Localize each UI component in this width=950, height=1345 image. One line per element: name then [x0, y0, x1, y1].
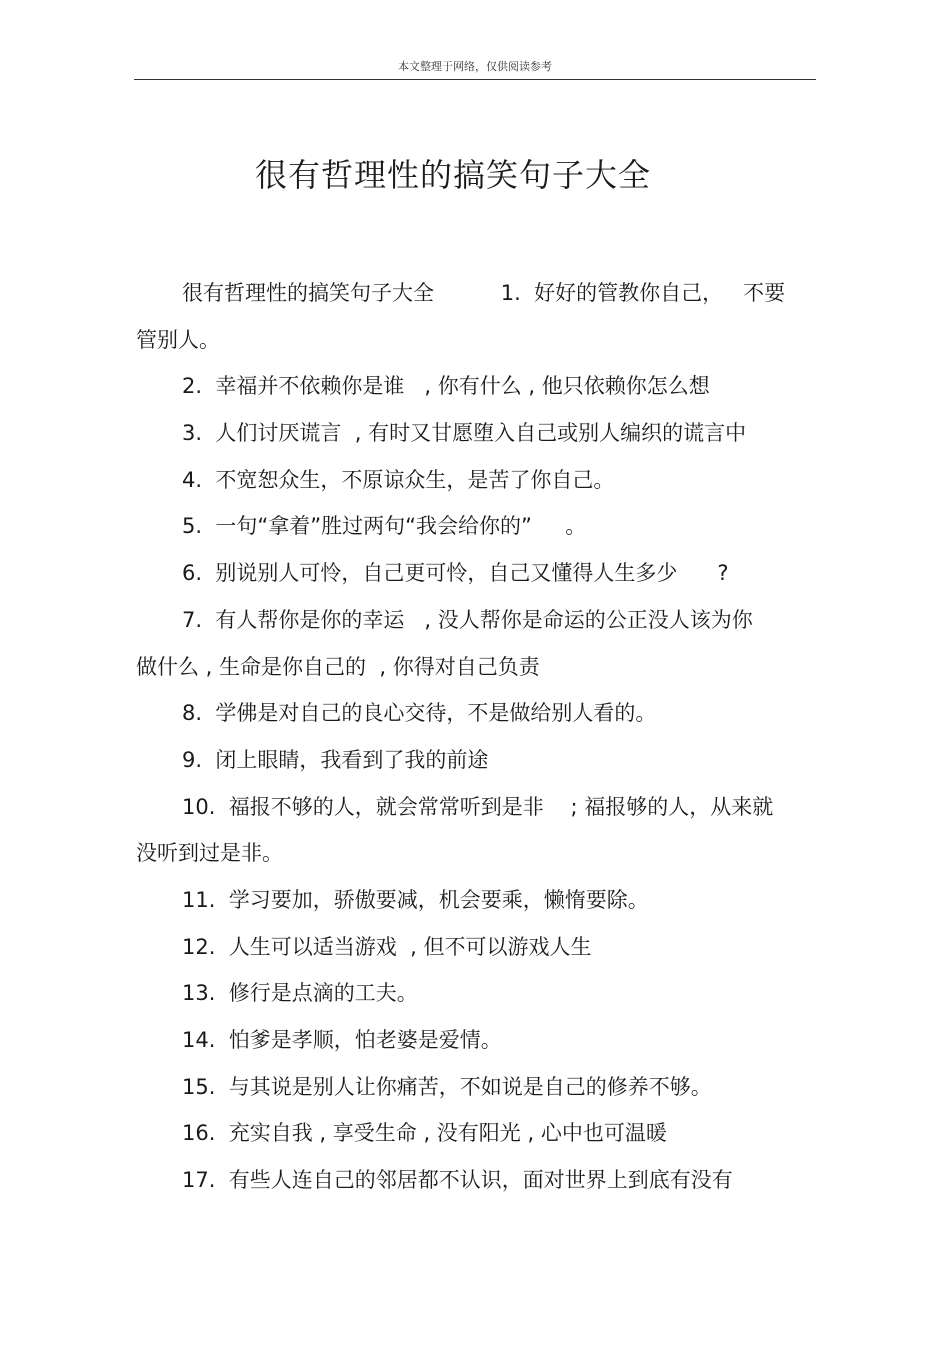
body-line: 12. 人生可以适当游戏 , 但不可以游戏人生 — [182, 934, 592, 959]
document-title: 很有哲理性的搞笑句子大全 — [254, 156, 651, 194]
body-line: 7. 有人帮你是你的幸运 , 没人帮你是命运的公正没人该为你 — [182, 607, 753, 632]
body-line: 5. 一句“拿着”胜过两句“我会给你的” 。 — [182, 514, 587, 539]
body-line: 做什么 , 生命是你自己的 , 你得对自己负责 — [136, 654, 540, 679]
body-line: 10. 福报不够的人，就会常常听到是非 ; 福报够的人，从来就 — [182, 794, 774, 819]
body-line: 15. 与其说是别人让你痛苦，不如说是自己的修养不够。 — [182, 1074, 712, 1099]
body-line: 8. 学佛是对自己的良心交待，不是做给别人看的。 — [182, 701, 657, 726]
body-line: 11. 学习要加，骄傲要减，机会要乘，懒惰要除。 — [182, 887, 649, 912]
body-line: 4. 不宽恕众生，不原谅众生，是苦了你自己。 — [182, 467, 615, 492]
body-line: 很有哲理性的搞笑句子大全 1. 好好的管教你自己， 不要 — [182, 281, 786, 305]
body-line: 6. 别说别人可怜，自己更可怜，自己又懂得人生多少 ? — [182, 561, 729, 586]
body-line: 17. 有些人连自己的邻居都不认识，面对世界上到底有没有 — [182, 1168, 733, 1193]
body-line: 13. 修行是点滴的工夫。 — [182, 981, 418, 1006]
body-line: 2. 幸福并不依赖你是谁 , 你有什么 , 他只依赖你怎么想 — [182, 374, 710, 399]
body-line: 3. 人们讨厌谎言 , 有时又甘愿堕入自己或别人编织的谎言中 — [182, 421, 747, 446]
body-line: 9. 闭上眼睛，我看到了我的前途 — [182, 747, 489, 772]
body-line: 16. 充实自我 , 享受生命 , 没有阳光 , 心中也可温暖 — [182, 1121, 667, 1146]
header-divider — [134, 79, 816, 80]
body-line: 没听到过是非。 — [136, 841, 283, 866]
body-line: 14. 怕爹是孝顺，怕老婆是爱情。 — [182, 1028, 502, 1052]
body-line: 管别人。 — [136, 327, 220, 352]
page-header-note: 本文整理于网络，仅供阅读参考 — [398, 60, 552, 73]
document-body — [136, 270, 816, 1204]
